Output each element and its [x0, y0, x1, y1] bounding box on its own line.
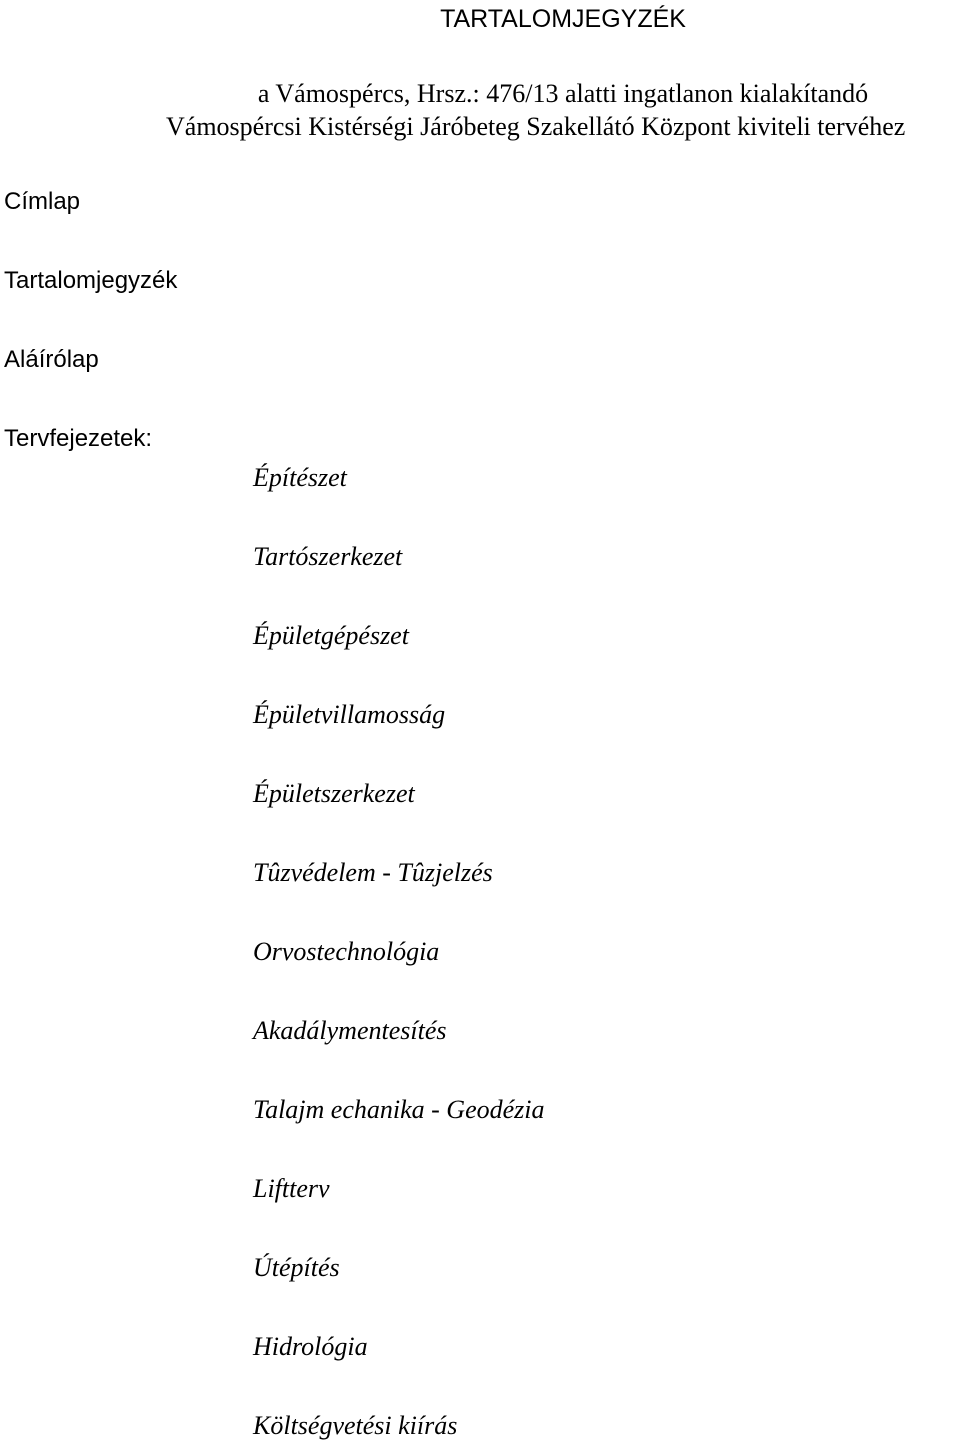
toc-item-cimlap: Címlap	[4, 188, 81, 215]
chapter-item: Építészet	[253, 463, 347, 492]
chapter-item: Tartószerkezet	[253, 542, 403, 571]
chapter-item: Épületvillamosság	[253, 700, 446, 729]
chapter-item: Épületgépészet	[253, 621, 409, 650]
chapter-item: Épületszerkezet	[253, 779, 415, 808]
subtitle-line-2: Vámospércsi Kistérségi Járóbeteg Szakellátó Központ kiviteli tervéhez	[166, 112, 906, 141]
chapter-item: Tûzvédelem - Tûzjelzés	[253, 858, 493, 887]
chapter-item: Orvostechnológia	[253, 937, 440, 966]
chapter-item: Talajm echanika - Geodézia	[253, 1095, 545, 1124]
subtitle-text-1: a Vámospércs, Hrsz.: 476/13 alatti ingatlanon kialakítandó	[257, 79, 869, 108]
chapter-item: Hidrológia	[253, 1332, 368, 1361]
chapter-item: Útépítés	[253, 1253, 340, 1282]
chapter-item: Liftterv	[253, 1174, 330, 1203]
page-title: TARTALOMJEGYZÉK	[440, 5, 686, 33]
chapter-item: Akadálymentesítés	[253, 1016, 447, 1045]
toc-item-tartalomjegyzek: Tartalomjegyzék	[4, 267, 178, 294]
subtitle-line-1	[0, 77, 960, 110]
chapter-item: Költségvetési kiírás	[253, 1411, 458, 1440]
toc-item-alairolap: Aláírólap	[4, 346, 99, 373]
toc-item-tervfejezetek: Tervfejezetek:	[4, 425, 153, 452]
